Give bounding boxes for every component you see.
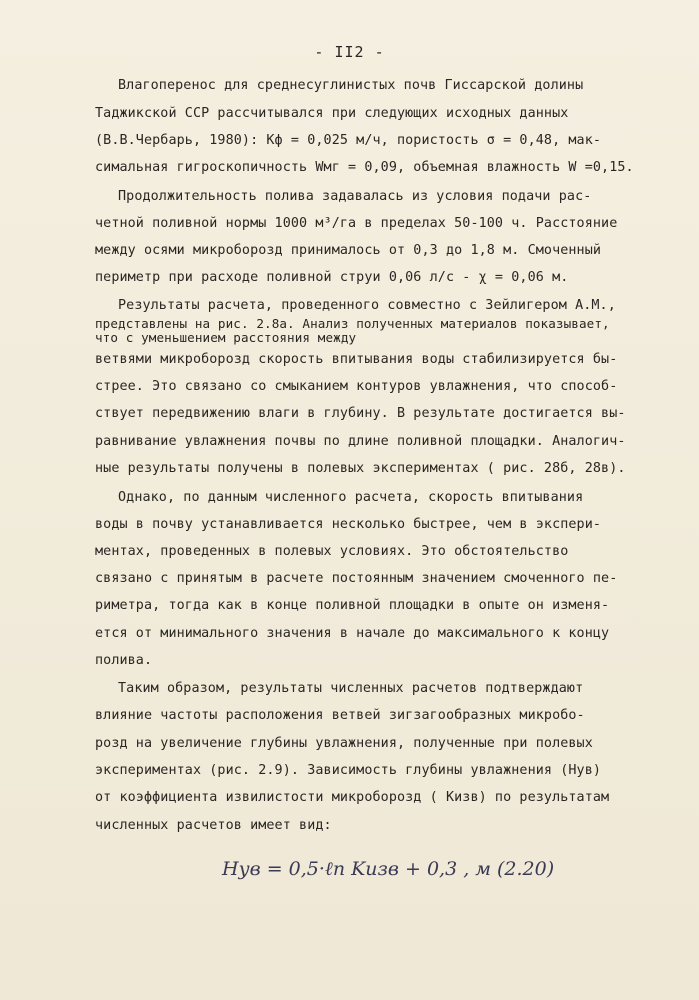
text-line: полива. <box>95 653 153 668</box>
text-line: Влагоперенос для среднесуглинистых почв Гиссарской долины <box>118 78 584 93</box>
text-line: ветвями микроборозд скорость впитывания воды стабилизируется бы- <box>95 352 618 367</box>
text-line: связано с принятым в расчете постоянным значением смоченного пе- <box>95 571 618 586</box>
text-line: ментах, проведенных в полевых условиях. Это обстоятельство <box>95 544 569 559</box>
text-line: периметр при расходе поливной струи 0,06 л/с - χ = 0,06 м. <box>95 270 569 285</box>
text-line: (В.В.Чербарь, 1980): Кф = 0,025 м/ч, пористость σ = 0,48, мак- <box>95 133 602 148</box>
text-line: влияние частоты расположения ветвей зигзагообразных микробо- <box>95 708 585 723</box>
text-line: Таджикской ССР рассчитывался при следующих исходных данных <box>95 106 569 121</box>
text-line: симальная гигроскопичность Wмг = 0,09, объемная влажность W =0,15. <box>95 160 634 175</box>
formula-number: (2.20) <box>497 858 555 880</box>
formula: Hув = 0,5·ℓn Kизв + 0,3 , м <box>222 858 492 880</box>
text-line: Продолжительность полива задавалась из условия подачи рас- <box>118 189 592 204</box>
text-line: представлены на рис. 2.8а. Анализ полученных материалов показывает, что с уменьшением расстояния между <box>95 316 610 345</box>
page-number: - II2 - <box>314 43 385 61</box>
text-line: розд на увеличение глубины увлажнения, полученные при полевых <box>95 736 593 751</box>
text-line: между осями микроборозд принималось от 0,3 до 1,8 м. Смоченный <box>95 243 602 258</box>
text-line: риметра, тогда как в конце поливной площадки в опыте он изменя- <box>95 598 610 613</box>
text-line: ется от минимального значения в начале до максимального к концу <box>95 626 610 641</box>
text-line: ствует передвижению влаги в глубину. В результате достигается вы- <box>95 406 626 421</box>
text-line: Результаты расчета, проведенного совместно с Зейлигером А.М., <box>118 298 616 313</box>
text-line: Таким образом, результаты численных расчетов подтверждают <box>118 681 584 696</box>
text-line: экспериментах (рис. 2.9). Зависимость глубины увлажнения (Нув) <box>95 763 602 778</box>
text-line: четной поливной нормы 1000 м³/га в пределах 50-100 ч. Расстояние <box>95 216 618 231</box>
text-line: воды в почву устанавливается несколько быстрее, чем в экспери- <box>95 517 602 532</box>
text-line: Однако, по данным численного расчета, скорость впитывания <box>118 490 584 505</box>
text-line: стрее. Это связано со смыканием контуров увлажнения, что способ- <box>95 379 618 394</box>
text-line: от коэффициента извилистости микроборозд ( Кизв) по результатам <box>95 790 610 805</box>
text-line: численных расчетов имеет вид: <box>95 818 332 833</box>
text-line: равнивание увлажнения почвы по длине поливной площадки. Аналогич- <box>95 434 626 449</box>
text-line: ные результаты получены в полевых экспериментах ( рис. 28б, 28в). <box>95 461 626 476</box>
